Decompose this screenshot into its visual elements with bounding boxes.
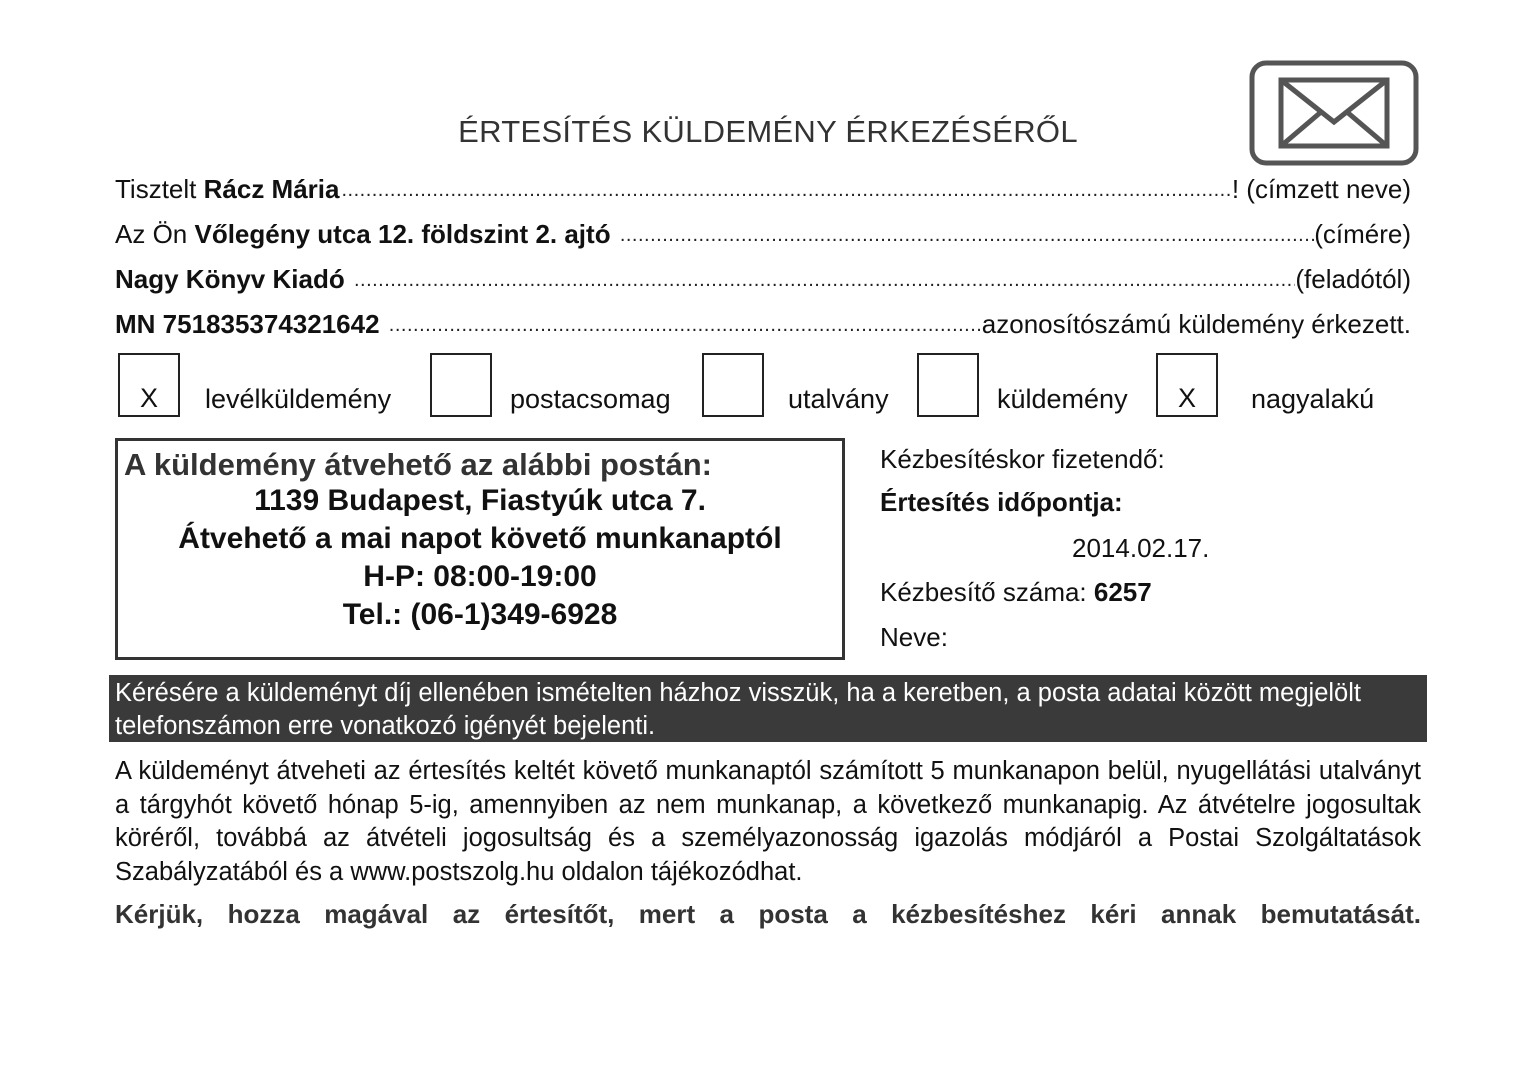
address-prefix: Az Ön [115,219,188,249]
checkbox-item[interactable] [917,353,979,417]
checkbox-large-format[interactable]: X [1156,353,1218,417]
closing-notice: Kérjük, hozza magával az értesítőt, mert a posta a kézbesítéshez kéri annak bemutatását. [115,899,1421,929]
notice-date: 2014.02.17. [1072,533,1210,563]
payable-label: Kézbesítéskor fizetendő: [880,444,1165,474]
checkbox-label-parcel: postacsomag [510,384,671,414]
checkbox-letter[interactable]: X [118,353,180,417]
address-value: Vőlegény utca 12. földszint 2. ajtó [194,219,611,249]
courier-number: 6257 [1093,577,1152,607]
pickup-info-paragraph: A küldeményt átveheti az értesítés keltét követő munkanaptól számított 5 munkanapon belül, nyugellátási utalványt a tárgyhót követő hónap 5-ig, amennyiben az nem munkanap, a következő munkanapig. Az átvételre jogosultak köréről, továbbá az átvételi jogosultság és a személyazonosság igazolás módjáról a Postai Szolgáltatások Szabályzatából és a www.postszolg.hu oldalon tájékozódhat. [115,757,1421,886]
dotted-leader [618,219,1314,253]
home-delivery-banner: Kérésére a küldeményt díj ellenében ismételten házhoz visszük, ha a keretben, a posta adatai között megjelölt telefonszámon erre vonatkozó igényét bejelenti. [109,675,1427,742]
post-office-hours: H-P: 08:00-19:00 [363,560,597,593]
checkbox-label-money-order: utalvány [788,384,889,414]
post-office-phone: Tel.: (06-1)349-6928 [342,598,618,631]
recipient-suffix: ! (címzett neve) [1231,174,1411,204]
page-title: ÉRTESÍTÉS KÜLDEMÉNY ÉRKEZÉSÉRŐL [458,114,1078,149]
recipient-prefix: Tisztelt [115,174,197,204]
checkbox-label-item: küldemény [997,384,1128,414]
address-suffix: (címére) [1314,219,1411,249]
tracking-line [115,309,1411,343]
checkbox-parcel[interactable] [430,353,492,417]
dotted-leader [352,264,1295,298]
address-line [115,219,1411,253]
sender-suffix: (feladótól) [1295,264,1411,294]
post-office-availability: Átvehető a mai napot követő munkanaptól [178,522,782,555]
post-office-heading: A küldemény átvehető az alábbi postán: [124,447,712,482]
dotted-leader [387,309,982,343]
checkbox-label-letter: levélküldemény [205,384,392,414]
checkbox-money-order[interactable] [702,353,764,417]
envelope-icon [1249,60,1419,166]
name-label: Neve: [880,622,948,652]
tracking-suffix: azonosítószámú küldemény érkezett. [981,309,1411,339]
sender-line [115,264,1411,298]
courier-number-label: Kézbesítő száma: [880,577,1087,607]
recipient-name: Rácz Mária [203,174,340,204]
tracking-number: MN 751835374321642 [115,309,380,339]
dotted-leader [339,174,1231,208]
post-office-box [115,438,845,660]
sender-value: Nagy Könyv Kiadó [115,264,345,294]
post-office-address: 1139 Budapest, Fiastyúk utca 7. [254,484,706,517]
notice-time-label: Értesítés időpontja: [880,487,1123,517]
courier-number-row [880,577,1152,608]
checkbox-label-large-format: nagyalakú [1251,384,1375,414]
recipient-line [115,174,1411,208]
